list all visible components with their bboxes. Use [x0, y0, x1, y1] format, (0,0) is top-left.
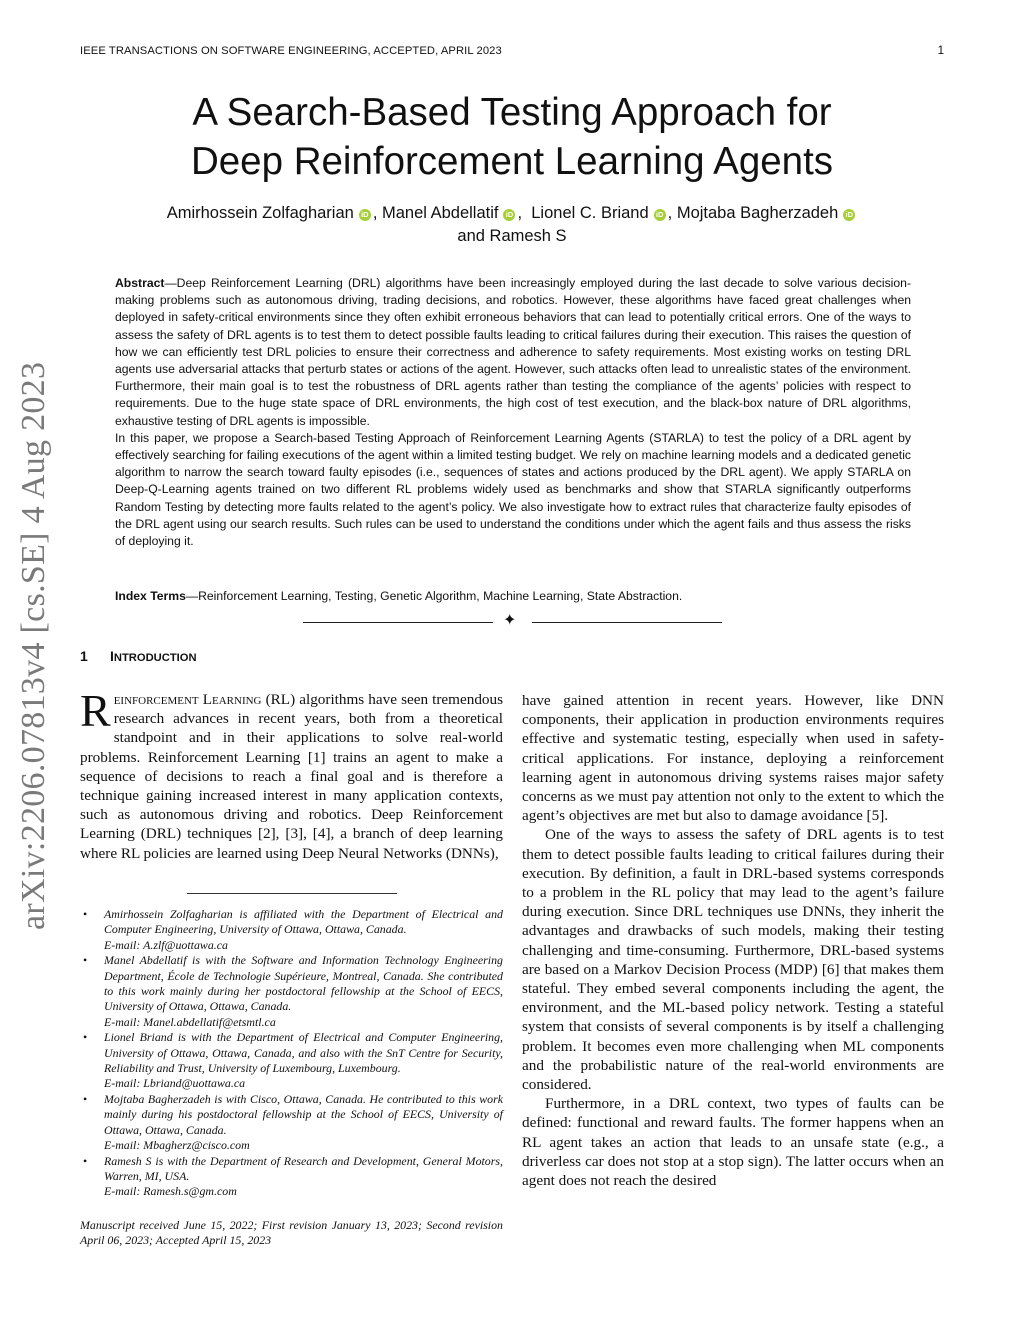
footnote-item	[80, 1092, 503, 1154]
section-heading	[80, 647, 197, 667]
footnote-item	[80, 953, 503, 1030]
running-head: IEEE TRANSACTIONS ON SOFTWARE ENGINEERING, ACCEPTED, APRIL 2023	[80, 45, 502, 57]
author-footnotes	[80, 907, 503, 1200]
orcid-icon[interactable]: iD	[503, 209, 515, 221]
separator-rule-right	[532, 622, 722, 623]
separator-rule-left	[303, 622, 493, 623]
footnote-email[interactable]: E-mail: Lbriand@uottawa.ca	[104, 1076, 246, 1091]
author-name: Manel Abdellatif	[381, 204, 499, 222]
abstract-paragraph: In this paper, we propose a Search-based Testing Approach of Reinforcement Learning Agents (STARLA) to test the policy of a DRL agent by effectively searching for failing executions of the agent within a limited testing budget. We rely on machine learning models and a dedicated genetic algorithm to narrow the search toward faulty episodes (i.e., sequences of states and actions produced by the DRL agent). We apply STARLA on Deep-Q-Learning agents trained on two different RL problems widely used as benchmarks and show that STARLA significantly outperforms Random Testing by detecting more faults related to the agent’s policy. We also investigate how to extract rules that characterize faulty episodes of the DRL agent using our search results. Such rules can be used to understand the conditions under which the agent fails and thus assess the risks of deploying it.	[115, 430, 911, 549]
index-terms-text: —Reinforcement Learning, Testing, Genetic Algorithm, Machine Learning, State Abstraction.	[185, 589, 683, 603]
abstract-label: Abstract	[115, 276, 165, 290]
author-name: and Ramesh S	[457, 227, 567, 245]
manuscript-history: Manuscript received June 15, 2022; First revision January 13, 2023; Second revision April 06, 2023; Accepted April 15, 2023	[80, 1218, 503, 1248]
bullet-icon: •	[83, 1091, 88, 1106]
page-number: 1	[937, 45, 944, 57]
footnote-text: Amirhossein Zolfagharian is affiliated with the Department of Electrical and Computer Engineering, University of Ottawa, Ottawa, Canada.	[104, 907, 503, 937]
bullet-icon: •	[83, 1030, 88, 1045]
author-list: Amirhossein Zolfagharian iD , Manel Abdellatif iD , Lionel C. Briand iD , Mojtaba Bagherzadeh iD and Ramesh S	[100, 202, 924, 248]
footnote-rule	[187, 893, 397, 894]
footnote-item	[80, 907, 503, 953]
abstract	[115, 275, 911, 550]
section-title-rest: NTRODUCTION	[113, 652, 197, 664]
orcid-icon[interactable]: iD	[843, 209, 855, 221]
separator-diamond-icon: ✦	[503, 612, 517, 629]
author-name: Lionel C. Briand	[531, 204, 649, 222]
section-title-initial: I	[110, 648, 114, 664]
paper-title	[100, 88, 924, 186]
footnote-text: Manel Abdellatif is with the Software and Information Technology Engineering Department, École de Technologie Supérieure, Montreal, Canada. She contributed to this work mainly during her postdoctoral fellowship at the School of EECS, University of Ottawa, Ottawa, Canada.	[104, 953, 503, 1014]
footnote-item	[80, 1154, 503, 1200]
body-paragraph: Furthermore, in a DRL context, two types of faults can be defined: functional and reward faults. The former happens when an RL agent takes an action that leads to an unsafe state (e.g., a driverless car does not stop at a stop sign). The latter occurs when an agent does not reach the desired	[522, 1095, 944, 1190]
title-line-1: A Search-Based Testing Approach for	[192, 91, 832, 134]
bullet-icon: •	[83, 1153, 88, 1168]
body-paragraph: have gained attention in recent years. However, like DNN components, their application in production environments requires effective and systematic testing, especially when used in safety-critical applications. For instance, deploying a reinforcement learning agent in autonomous driving systems raises major safety concerns as we must pay attention not only to the extent to which the agent’s objectives are met but also to damage avoidance [5].	[522, 692, 944, 825]
footnote-email[interactable]: E-mail: Manel.abdellatif@etsmtl.ca	[104, 1014, 276, 1029]
paragraph-text: (RL) algorithms have seen tremendous research advances in recent years, both from a theoretical standpoint and in their applications to solve real-world problems. Reinforcement Learning [1] trains an agent to make a sequence of decisions to reach a final goal and is therefore a technique gaining increased interest in many application contexts, such as autonomous driving and robotics. Deep Reinforcement Learning (DRL) techniques [2], [3], [4], a branch of deep learning where RL policies are learned using Deep Neural Networks (DNNs),	[80, 691, 504, 862]
author-name: Amirhossein Zolfagharian	[166, 204, 354, 222]
footnote-email[interactable]: E-mail: Ramesh.s@gm.com	[104, 1184, 237, 1199]
abstract-paragraph	[115, 275, 911, 430]
footnote-item	[80, 1030, 503, 1092]
arxiv-stamp[interactable]: arXiv:2206.07813v4 [cs.SE] 4 Aug 2023	[15, 361, 52, 930]
drop-cap: R	[80, 685, 111, 736]
smallcaps-lead: einforcement Learning	[113, 691, 262, 708]
orcid-icon[interactable]: iD	[654, 209, 666, 221]
footnote-text: Mojtaba Bagherzadeh is with Cisco, Ottawa, Canada. He contributed to this work mainly during his postdoctoral fellowship at the School of EECS, University of Ottawa, Ottawa, Canada.	[104, 1091, 503, 1137]
body-paragraph: One of the ways to assess the safety of DRL agents is to test them to detect possible faults leading to critical failures during their execution. By definition, a fault in DRL-based systems corresponds to a problem in the RL policy that may lead to the agent’s failure during execution. Since DRL techniques use DNNs, they inherit the advantages and drawbacks of such models, making their testing challenging and time-consuming. Furthermore, DRL-based systems are based on a Markov Decision Process (MDP) [6] that makes them stateful. They embed several components including the agent, the environment, and the ML-based policy network. Testing a stateful system that consists of several components is by itself a challenging problem. It becomes even more challenging when ML components and the probabilistic nature of the real-world environments are considered.	[522, 826, 944, 1094]
body-paragraph	[80, 685, 504, 863]
index-terms-label: Index Terms	[115, 589, 186, 603]
title-line-2: Deep Reinforcement Learning Agents	[190, 140, 834, 183]
footnote-email[interactable]: E-mail: Mbagherz@cisco.com	[104, 1138, 250, 1153]
orcid-icon[interactable]: iD	[359, 209, 371, 221]
bullet-icon: •	[83, 953, 88, 968]
abstract-text: —Deep Reinforcement Learning (DRL) algorithms have been increasingly employed during the last decade to solve various decision-making problems such as autonomous driving, trading decisions, and robotics. However, these algorithms have faced great challenges when deployed in safety-critical environments since they often exhibit erroneous behaviors that can lead to potentially critical errors. One of the ways to assess the safety of DRL agents is to test them to detect possible faults leading to critical failures during their execution. This raises the question of how we can efficiently test DRL policies to ensure their correctness and adherence to safety requirements. Most existing works on testing DRL agents use adversarial attacks that perturb states or actions of the agent. However, such attacks often lead to unrealistic states of the environment. Furthermore, their main goal is to test the robustness of DRL agents rather than testing the compliance of the agents’ policies with respect to requirements. Due to the huge state space of DRL environments, the high cost of test execution, and the black-box nature of DRL algorithms, exhaustive testing of DRL agents is impossible.	[115, 276, 911, 428]
footnote-text: Lionel Briand is with the Department of Electrical and Computer Engineering, University of Ottawa, Ottawa, Canada, and also with the SnT Centre for Security, Reliability and Trust, University of Luxembourg, Luxembourg.	[104, 1030, 503, 1076]
footnote-text: Ramesh S is with the Department of Research and Development, General Motors, Warren, MI, USA.	[104, 1153, 503, 1183]
body-column-right	[522, 691, 944, 1190]
section-number: 1	[80, 648, 88, 664]
index-terms	[115, 588, 911, 605]
author-name: Mojtaba Bagherzadeh	[676, 204, 839, 222]
bullet-icon: •	[83, 907, 88, 921]
footnote-email[interactable]: E-mail: A.zlf@uottawa.ca	[104, 937, 229, 952]
body-column-left	[80, 685, 504, 863]
